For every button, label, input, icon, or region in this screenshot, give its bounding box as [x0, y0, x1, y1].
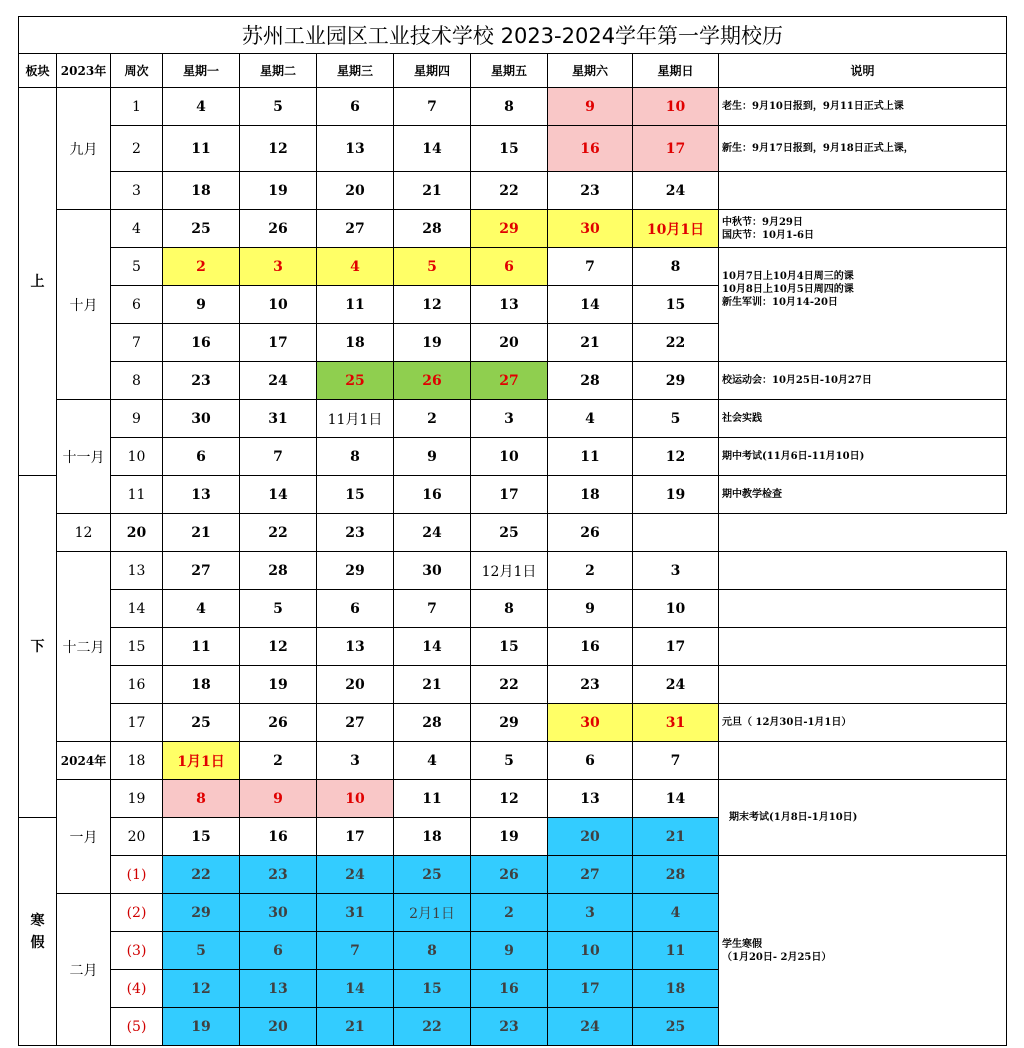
day-cell: 17 — [548, 970, 633, 1008]
day-cell: 9 — [394, 438, 471, 476]
day-cell: 24 — [633, 172, 719, 210]
day-cell: 15 — [633, 286, 719, 324]
week-number: 7 — [111, 324, 163, 362]
day-cell: 27 — [471, 362, 548, 400]
week-row — [19, 362, 1007, 400]
note-cell: 社会实践 — [719, 400, 1007, 438]
day-cell: 8 — [317, 438, 394, 476]
day-cell: 20 — [317, 666, 394, 704]
week-number: 20 — [111, 818, 163, 856]
note-cell — [719, 628, 1007, 666]
day-cell: 19 — [633, 476, 719, 514]
note-line: 学生寒假 — [722, 938, 762, 950]
note-cell: 新生：9月17日报到，9月18日正式上课， — [719, 126, 1007, 172]
week-row — [19, 590, 1007, 628]
note-line: 国庆节：10月1-6日 — [722, 229, 814, 241]
day-cell: 29 — [317, 552, 394, 590]
block-winter-char: 寒 — [30, 912, 45, 929]
day-cell: 23 — [471, 1008, 548, 1046]
header-row — [19, 54, 1007, 88]
week-number: 17 — [111, 704, 163, 742]
day-cell: 11 — [633, 932, 719, 970]
week-number: 15 — [111, 628, 163, 666]
day-cell: 26 — [548, 514, 633, 552]
day-cell: 15 — [471, 628, 548, 666]
day-cell: 19 — [471, 818, 548, 856]
week-number: 6 — [111, 286, 163, 324]
week-row — [19, 856, 1007, 894]
day-cell: 16 — [471, 970, 548, 1008]
note-cell — [719, 666, 1007, 704]
week-number: (3) — [111, 932, 163, 970]
month-december: 十二月 — [57, 552, 111, 742]
day-cell: 19 — [240, 666, 317, 704]
day-cell: 18 — [548, 476, 633, 514]
day-cell: 21 — [394, 172, 471, 210]
day-cell: 18 — [394, 818, 471, 856]
week-row — [19, 704, 1007, 742]
day-cell: 11 — [163, 126, 240, 172]
week-row — [19, 400, 1007, 438]
day-cell: 21 — [633, 818, 719, 856]
day-cell: 30 — [548, 210, 633, 248]
day-cell: 15 — [471, 126, 548, 172]
day-cell: 13 — [163, 476, 240, 514]
day-cell: 9 — [548, 590, 633, 628]
week-number: 11 — [111, 476, 163, 514]
week-number: 16 — [111, 666, 163, 704]
day-cell: 5 — [163, 932, 240, 970]
block-down: 下 — [19, 476, 57, 818]
day-cell: 25 — [163, 210, 240, 248]
day-cell: 21 — [394, 666, 471, 704]
day-cell: 24 — [394, 514, 471, 552]
day-cell: 24 — [548, 1008, 633, 1046]
header-year: 2023年 — [57, 54, 111, 88]
day-cell: 9 — [240, 780, 317, 818]
week-row — [19, 514, 1007, 552]
day-cell: 14 — [240, 476, 317, 514]
day-cell: 22 — [240, 514, 317, 552]
day-cell: 2 — [548, 552, 633, 590]
header-thu: 星期四 — [394, 54, 471, 88]
week-number: 3 — [111, 172, 163, 210]
day-cell: 21 — [163, 514, 240, 552]
week-row — [19, 666, 1007, 704]
day-cell: 23 — [548, 666, 633, 704]
day-cell: 29 — [163, 894, 240, 932]
day-cell: 17 — [633, 126, 719, 172]
day-cell: 22 — [471, 666, 548, 704]
school-calendar-table — [18, 16, 1007, 1046]
day-cell: 17 — [240, 324, 317, 362]
note-cell — [633, 514, 719, 552]
day-cell: 4 — [163, 590, 240, 628]
header-sun: 星期日 — [633, 54, 719, 88]
header-tue: 星期二 — [240, 54, 317, 88]
block-winter-break — [19, 818, 57, 1046]
day-cell: 25 — [633, 1008, 719, 1046]
day-cell: 22 — [633, 324, 719, 362]
week-row — [19, 628, 1007, 666]
day-cell: 3 — [240, 248, 317, 286]
day-cell: 16 — [240, 818, 317, 856]
day-cell: 8 — [471, 590, 548, 628]
day-cell: 14 — [317, 970, 394, 1008]
day-cell: 18 — [163, 666, 240, 704]
week-number: 14 — [111, 590, 163, 628]
week-row — [19, 88, 1007, 126]
day-cell: 20 — [317, 172, 394, 210]
day-cell: 3 — [633, 552, 719, 590]
day-cell: 22 — [471, 172, 548, 210]
note-line: 中秋节：9月29日 — [722, 216, 803, 228]
week-number: 10 — [111, 438, 163, 476]
day-cell: 24 — [317, 856, 394, 894]
day-cell: 28 — [394, 210, 471, 248]
day-cell: 27 — [163, 552, 240, 590]
day-cell: 10 — [633, 88, 719, 126]
day-cell: 5 — [240, 590, 317, 628]
note-cell: 期末考试(1月8日-1月10日) — [719, 780, 1007, 856]
header-mon: 星期一 — [163, 54, 240, 88]
day-cell: 5 — [471, 742, 548, 780]
day-cell: 19 — [163, 1008, 240, 1046]
week-number: 5 — [111, 248, 163, 286]
week-row — [19, 210, 1007, 248]
day-cell: 10 — [548, 932, 633, 970]
day-cell: 1月1日 — [163, 742, 240, 780]
day-cell: 6 — [471, 248, 548, 286]
day-cell: 21 — [548, 324, 633, 362]
block-winter-char: 假 — [30, 934, 45, 951]
day-cell: 30 — [548, 704, 633, 742]
week-number: 8 — [111, 362, 163, 400]
day-cell: 2 — [471, 894, 548, 932]
day-cell: 11 — [163, 628, 240, 666]
day-cell: 20 — [548, 818, 633, 856]
day-cell: 13 — [471, 286, 548, 324]
week-row — [19, 438, 1007, 476]
day-cell: 8 — [394, 932, 471, 970]
day-cell: 13 — [240, 970, 317, 1008]
week-row — [19, 126, 1007, 172]
note-cell: 老生：9月10日报到，9月11日正式上课 — [719, 88, 1007, 126]
day-cell: 14 — [633, 780, 719, 818]
day-cell: 16 — [394, 476, 471, 514]
day-cell: 8 — [633, 248, 719, 286]
day-cell: 16 — [163, 324, 240, 362]
week-number: 4 — [111, 210, 163, 248]
day-cell: 26 — [240, 704, 317, 742]
day-cell: 24 — [240, 362, 317, 400]
day-cell: 4 — [394, 742, 471, 780]
day-cell: 6 — [548, 742, 633, 780]
calendar-title: 苏州工业园区工业技术学校 2023-2024学年第一学期校历 — [19, 17, 1007, 54]
day-cell: 15 — [317, 476, 394, 514]
day-cell: 31 — [240, 400, 317, 438]
week-number: 2 — [111, 126, 163, 172]
day-cell: 26 — [394, 362, 471, 400]
day-cell: 7 — [394, 88, 471, 126]
month-november: 十一月 — [57, 400, 111, 514]
day-cell: 31 — [633, 704, 719, 742]
day-cell: 28 — [633, 856, 719, 894]
header-wed: 星期三 — [317, 54, 394, 88]
month-january: 一月 — [57, 780, 111, 894]
day-cell: 27 — [317, 210, 394, 248]
day-cell: 25 — [471, 514, 548, 552]
day-cell: 19 — [240, 172, 317, 210]
day-cell: 17 — [471, 476, 548, 514]
day-cell: 17 — [317, 818, 394, 856]
day-cell: 2 — [240, 742, 317, 780]
day-cell: 8 — [471, 88, 548, 126]
day-cell: 12 — [394, 286, 471, 324]
day-cell: 13 — [548, 780, 633, 818]
day-cell: 25 — [163, 704, 240, 742]
day-cell: 21 — [317, 1008, 394, 1046]
note-cell: 元旦（ 12月30日-1月1日） — [719, 704, 1007, 742]
day-cell: 2 — [394, 400, 471, 438]
week-number: (5) — [111, 1008, 163, 1046]
day-cell: 25 — [394, 856, 471, 894]
week-row — [19, 552, 1007, 590]
note-cell — [719, 248, 1007, 362]
week-number: 12 — [57, 514, 111, 552]
day-cell: 12 — [240, 628, 317, 666]
note-cell: 校运动会：10月25日-10月27日 — [719, 362, 1007, 400]
day-cell: 6 — [317, 590, 394, 628]
day-cell: 2月1日 — [394, 894, 471, 932]
day-cell: 11月1日 — [317, 400, 394, 438]
day-cell: 14 — [548, 286, 633, 324]
header-block: 板块 — [19, 54, 57, 88]
week-number: (2) — [111, 894, 163, 932]
day-cell: 6 — [163, 438, 240, 476]
day-cell: 4 — [548, 400, 633, 438]
year-2024-label: 2024年 — [57, 742, 111, 780]
day-cell: 30 — [240, 894, 317, 932]
day-cell: 13 — [317, 628, 394, 666]
day-cell: 14 — [394, 126, 471, 172]
day-cell: 11 — [394, 780, 471, 818]
note-line: 新生军训：10月14-20日 — [722, 297, 838, 308]
note-cell: 期中考试(11月6日-11月10日) — [719, 438, 1007, 476]
header-week: 周次 — [111, 54, 163, 88]
day-cell: 5 — [633, 400, 719, 438]
day-cell: 11 — [317, 286, 394, 324]
day-cell: 27 — [548, 856, 633, 894]
note-cell: 期中教学检查 — [719, 476, 1007, 514]
day-cell: 4 — [317, 248, 394, 286]
day-cell: 23 — [240, 856, 317, 894]
note-line: 10月8日上10月5日周四的课 — [722, 284, 854, 295]
day-cell: 3 — [471, 400, 548, 438]
day-cell: 2 — [163, 248, 240, 286]
note-cell — [719, 552, 1007, 590]
day-cell: 17 — [633, 628, 719, 666]
month-february: 二月 — [57, 894, 111, 1046]
day-cell: 23 — [163, 362, 240, 400]
month-september: 九月 — [57, 88, 111, 210]
day-cell: 9 — [548, 88, 633, 126]
header-notes: 说明 — [719, 54, 1007, 88]
week-row — [19, 742, 1007, 780]
note-line: 10月7日上10月4日周三的课 — [722, 271, 854, 282]
week-number: 13 — [111, 552, 163, 590]
day-cell: 7 — [394, 590, 471, 628]
day-cell: 10 — [633, 590, 719, 628]
day-cell: 16 — [548, 126, 633, 172]
day-cell: 7 — [548, 248, 633, 286]
day-cell: 30 — [394, 552, 471, 590]
day-cell: 6 — [240, 932, 317, 970]
day-cell: 18 — [317, 324, 394, 362]
week-number: 18 — [111, 742, 163, 780]
day-cell: 20 — [111, 514, 163, 552]
day-cell: 3 — [317, 742, 394, 780]
day-cell: 10 — [240, 286, 317, 324]
day-cell: 12月1日 — [471, 552, 548, 590]
day-cell: 10月1日 — [633, 210, 719, 248]
day-cell: 23 — [548, 172, 633, 210]
note-cell — [719, 172, 1007, 210]
week-row — [19, 248, 1007, 286]
day-cell: 9 — [471, 932, 548, 970]
day-cell: 15 — [394, 970, 471, 1008]
day-cell: 9 — [163, 286, 240, 324]
month-october: 十月 — [57, 210, 111, 400]
day-cell: 5 — [394, 248, 471, 286]
day-cell: 29 — [471, 704, 548, 742]
day-cell: 6 — [317, 88, 394, 126]
day-cell: 28 — [240, 552, 317, 590]
day-cell: 16 — [548, 628, 633, 666]
header-sat: 星期六 — [548, 54, 633, 88]
header-fri: 星期五 — [471, 54, 548, 88]
day-cell: 12 — [240, 126, 317, 172]
note-cell — [719, 590, 1007, 628]
day-cell: 28 — [394, 704, 471, 742]
day-cell: 29 — [633, 362, 719, 400]
day-cell: 7 — [240, 438, 317, 476]
day-cell: 19 — [394, 324, 471, 362]
week-number: 9 — [111, 400, 163, 438]
day-cell: 20 — [471, 324, 548, 362]
week-row — [19, 476, 1007, 514]
note-cell — [719, 210, 1007, 248]
day-cell: 23 — [317, 514, 394, 552]
day-cell: 26 — [240, 210, 317, 248]
day-cell: 4 — [633, 894, 719, 932]
day-cell: 7 — [633, 742, 719, 780]
day-cell: 10 — [471, 438, 548, 476]
note-cell — [719, 742, 1007, 780]
day-cell: 22 — [394, 1008, 471, 1046]
day-cell: 4 — [163, 88, 240, 126]
note-cell — [719, 856, 1007, 1046]
day-cell: 12 — [633, 438, 719, 476]
day-cell: 18 — [633, 970, 719, 1008]
day-cell: 20 — [240, 1008, 317, 1046]
day-cell: 7 — [317, 932, 394, 970]
day-cell: 25 — [317, 362, 394, 400]
day-cell: 29 — [471, 210, 548, 248]
day-cell: 12 — [163, 970, 240, 1008]
day-cell: 31 — [317, 894, 394, 932]
day-cell: 28 — [548, 362, 633, 400]
day-cell: 18 — [163, 172, 240, 210]
day-cell: 15 — [163, 818, 240, 856]
week-number: (4) — [111, 970, 163, 1008]
week-number: (1) — [111, 856, 163, 894]
note-line: （1月20日- 2月25日） — [722, 951, 832, 963]
day-cell: 30 — [163, 400, 240, 438]
week-number: 19 — [111, 780, 163, 818]
day-cell: 11 — [548, 438, 633, 476]
day-cell: 3 — [548, 894, 633, 932]
day-cell: 12 — [471, 780, 548, 818]
week-row — [19, 172, 1007, 210]
day-cell: 5 — [240, 88, 317, 126]
day-cell: 26 — [471, 856, 548, 894]
day-cell: 13 — [317, 126, 394, 172]
day-cell: 24 — [633, 666, 719, 704]
week-number: 1 — [111, 88, 163, 126]
block-up: 上 — [19, 88, 57, 476]
day-cell: 10 — [317, 780, 394, 818]
day-cell: 8 — [163, 780, 240, 818]
day-cell: 14 — [394, 628, 471, 666]
day-cell: 27 — [317, 704, 394, 742]
day-cell: 22 — [163, 856, 240, 894]
week-row — [19, 780, 1007, 818]
